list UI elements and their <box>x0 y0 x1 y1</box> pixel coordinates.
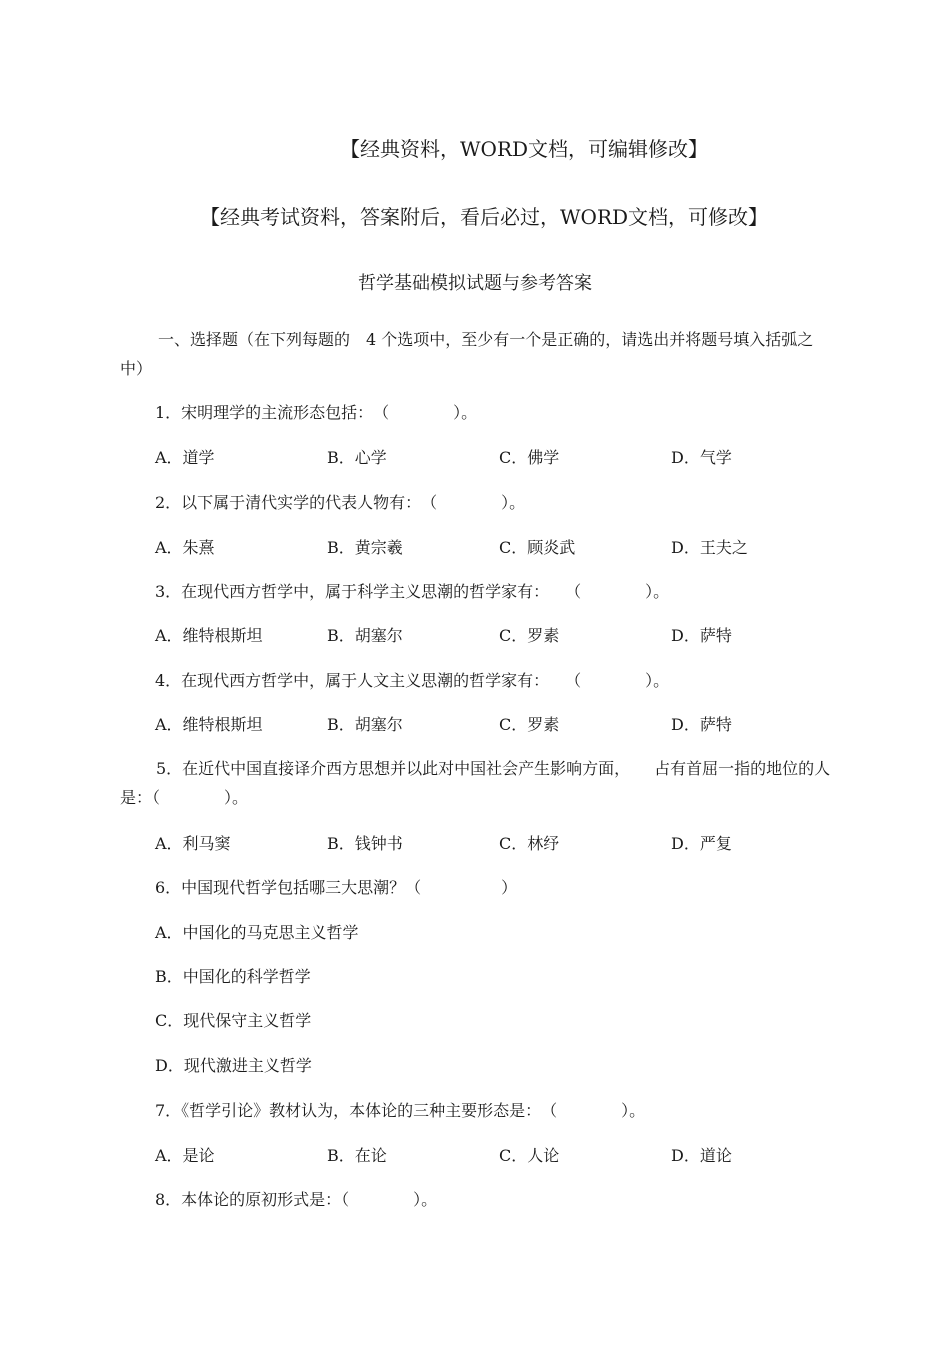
option-c: C．佛学 <box>499 448 560 467</box>
options-row-5 <box>155 831 855 855</box>
banner-exam-material: 【经典考试资料，答案附后，看后必过，WORD文档，可修改】 <box>200 205 769 229</box>
option-a: A．维特根斯坦 <box>155 715 263 734</box>
option-b: B．钱钟书 <box>327 834 403 853</box>
question-7: 7．《哲学引论》教材认为，本体论的三种主要形态是： （ ）。 <box>155 1101 646 1120</box>
section-instructions: 一、选择题（在下列每题的 4 个选项中，至少有一个是正确的，请选出并将题号填入括弧之中） <box>120 330 814 378</box>
options-row-3 <box>155 623 855 647</box>
options-row-4 <box>155 712 855 736</box>
option-a: A．道学 <box>155 448 215 467</box>
option-a: A．中国化的马克思主义哲学 <box>155 923 359 942</box>
question-6: 6．中国现代哲学包括哪三大思潮？（ ） <box>155 878 518 897</box>
option-a: A．朱熹 <box>155 538 215 557</box>
page-title: 哲学基础模拟试题与参考答案 <box>358 273 592 294</box>
option-a: A．维特根斯坦 <box>155 626 263 645</box>
option-b: B．在论 <box>327 1146 387 1165</box>
option-a: A．是论 <box>155 1146 215 1165</box>
option-a: A．利马窦 <box>155 834 231 853</box>
option-b: B．中国化的科学哲学 <box>155 967 311 986</box>
question-5: 5．在近代中国直接译介西方思想并以此对中国社会产生影响方面， 占有首屈一指的地位的人是：（ ）。 <box>120 759 831 807</box>
option-b: B．胡塞尔 <box>327 626 403 645</box>
option-c: C．人论 <box>499 1146 560 1165</box>
banner-editable: 【经典资料，WORD文档，可编辑修改】 <box>340 137 709 161</box>
option-c: C．罗素 <box>499 626 560 645</box>
option-c: C．现代保守主义哲学 <box>155 1011 312 1030</box>
option-d: D．现代激进主义哲学 <box>155 1056 312 1075</box>
question-8: 8．本体论的原初形式是：（ ）。 <box>155 1190 438 1209</box>
option-b: B．胡塞尔 <box>327 715 403 734</box>
option-d: D．道论 <box>671 1146 732 1165</box>
option-d: D．严复 <box>671 834 732 853</box>
option-d: D．气学 <box>671 448 732 467</box>
question-2: 2．以下属于清代实学的代表人物有： （ ）。 <box>155 493 526 512</box>
option-d: D．萨特 <box>671 626 732 645</box>
options-row-2 <box>155 535 855 559</box>
option-b: B．黄宗羲 <box>327 538 403 557</box>
option-c: C．罗素 <box>499 715 560 734</box>
option-c: C．顾炎武 <box>499 538 576 557</box>
question-1: 1．宋明理学的主流形态包括： （ ）。 <box>155 403 478 422</box>
options-row-7 <box>155 1143 855 1167</box>
options-row-1 <box>155 445 855 469</box>
option-b: B．心学 <box>327 448 387 467</box>
option-d: D．萨特 <box>671 715 732 734</box>
question-3: 3．在现代西方哲学中，属于科学主义思潮的哲学家有： （ ）。 <box>155 582 670 601</box>
option-d: D．王夫之 <box>671 538 748 557</box>
question-4: 4．在现代西方哲学中，属于人文主义思潮的哲学家有： （ ）。 <box>155 671 670 690</box>
option-c: C．林纾 <box>499 834 560 853</box>
